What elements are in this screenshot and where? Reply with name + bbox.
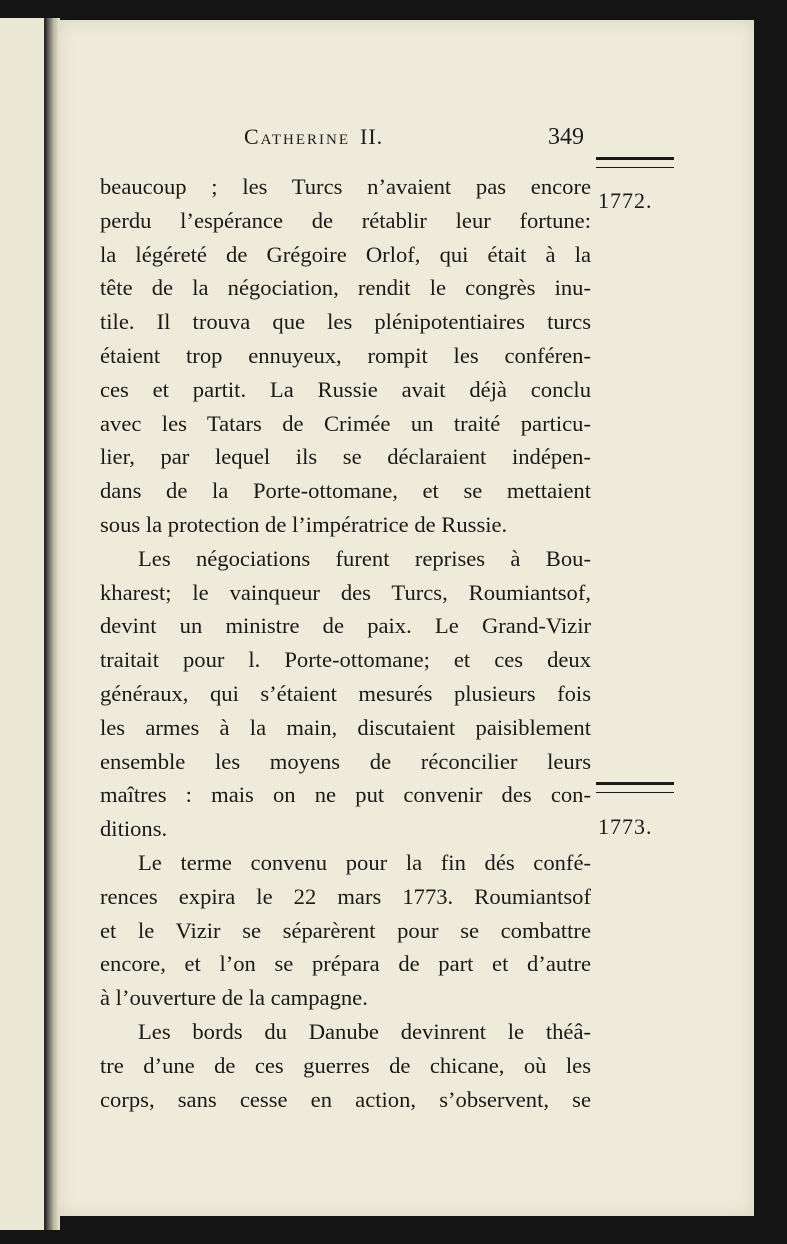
running-title-numeral: II. [360,124,384,149]
text-line: avec les Tatars de Crimée un traité particu- [100,410,591,436]
text-line: les armes à la main, discutaient paisiblement [100,714,591,740]
text-line: ces et partit. La Russie avait déjà conclu [100,376,591,402]
text-line: kharest; le vainqueur des Turcs, Roumiantsof, [100,579,591,605]
margin-rule-1773 [596,782,674,793]
margin-year-1773: 1773. [598,814,653,839]
page-number: 349 [548,124,584,150]
text-line: devint un ministre de paix. Le Grand-Vizir [100,613,591,639]
text-line: sous la protection de l’impératrice de Russie. [100,511,508,537]
text-line: traitait pour l. Porte-ottomane; et ces deux [100,647,591,673]
text-line: la légéreté de Grégoire Orlof, qui était à la [100,241,591,267]
previous-page-edge [0,18,46,1230]
text-line: tête de la négociation, rendit le congrès inu- [100,275,591,301]
text-line: perdu l’espérance de rétablir leur fortune: [100,207,591,233]
running-title: Catherine II. [244,124,384,149]
text-line: et le Vizir se séparèrent pour se combattre [100,917,591,943]
text-line: beaucoup ; les Turcs n’avaient pas encore [100,174,591,199]
text-line: Les négociations furent reprises à Bou- [138,545,591,571]
text-line: Les bords du Danube devinrent le théâ- [138,1018,591,1044]
book-page [58,20,754,1216]
text-line: corps, sans cesse en action, s’observent, se [100,1086,591,1112]
text-line: rences expira le 22 mars 1773. Roumiantsof [100,883,591,909]
text-line: tre d’une de ces guerres de chicane, où les [100,1052,591,1078]
text-line: maîtres : mais on ne put convenir des con- [100,782,591,808]
text-line: généraux, qui s’étaient mesurés plusieurs fois [100,680,591,706]
text-line: à l’ouverture de la campagne. [100,985,368,1011]
text-line: étaient trop ennuyeux, rompit les conféren- [100,342,591,368]
running-head [58,124,754,156]
text-line: encore, et l’on se prépara de part et d’autre [100,951,591,977]
text-line: Le terme convenu pour la fin dés confé- [138,849,591,875]
text-line: lier, par lequel ils se déclaraient indépen- [100,444,591,470]
text-line: ensemble les moyens de réconcilier leurs [100,748,591,774]
margin-year-1772: 1772. [598,188,653,213]
text-line: ditions. [100,816,168,842]
text-line: dans de la Porte-ottomane, et se mettaient [100,478,591,504]
text-line: tile. Il trouva que les plénipotentiaires turcs [100,309,591,335]
margin-rule-1772 [596,157,674,168]
body-text [100,170,591,1116]
